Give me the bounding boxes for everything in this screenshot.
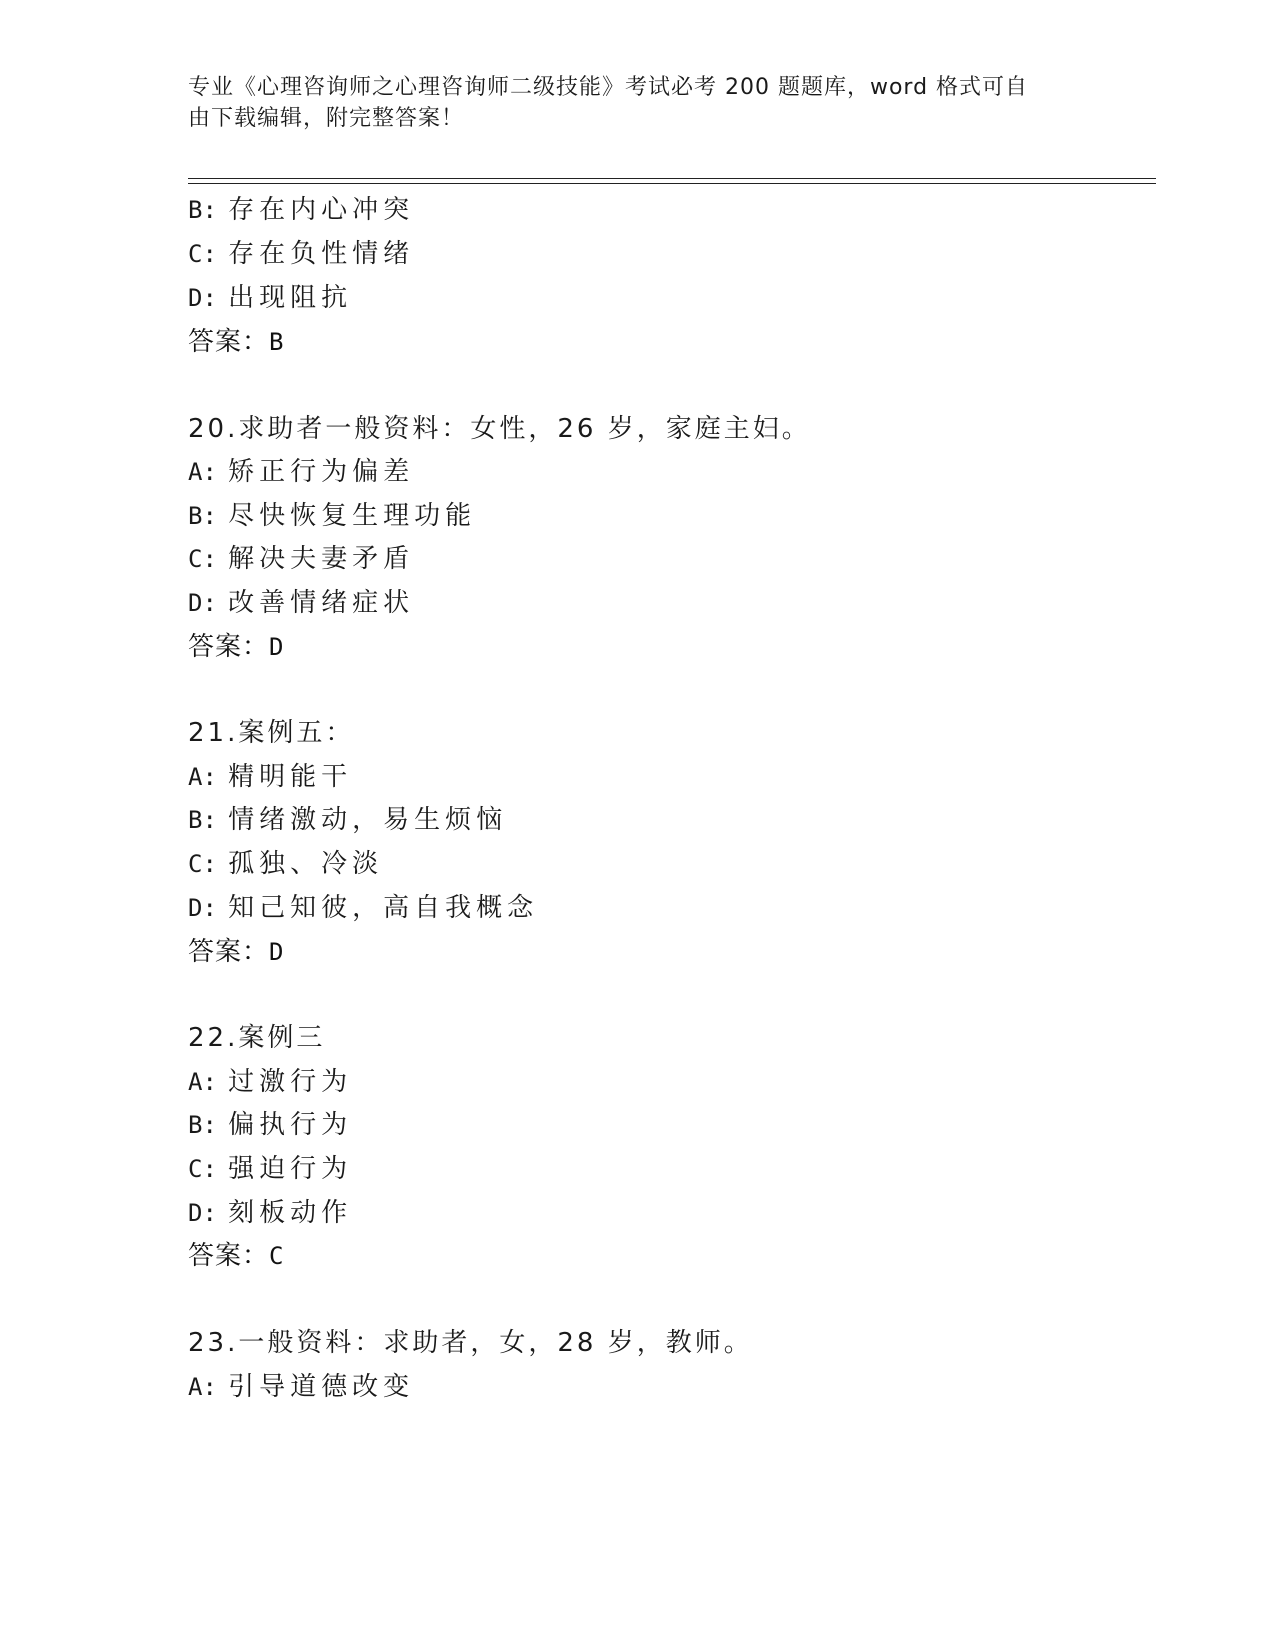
answer-key: D	[269, 938, 285, 966]
option-label: A:	[188, 1373, 217, 1401]
option-label: D:	[188, 284, 217, 312]
option-text: 情绪激动，易生烦恼	[228, 805, 508, 835]
option-b	[188, 193, 414, 227]
answer-prefix: 答案：	[188, 937, 270, 967]
option-text: 矫正行为偏差	[228, 457, 415, 487]
option-d	[188, 891, 538, 925]
option-b	[188, 803, 507, 837]
option-text: 强迫行为	[228, 1154, 353, 1184]
option-text: 存在负性情绪	[228, 239, 415, 269]
option-c	[188, 237, 414, 271]
answer-key: C	[269, 1242, 285, 1270]
answer-line	[188, 630, 284, 664]
option-label: B:	[188, 806, 217, 834]
option-label: D:	[188, 894, 217, 922]
option-text: 过激行为	[228, 1067, 353, 1097]
answer-key: D	[269, 633, 285, 661]
option-text: 改善情绪症状	[228, 588, 415, 618]
header-line-1: 专业《心理咨询师之心理咨询师二级技能》考试必考 200 题题库，word 格式可自	[188, 75, 1029, 100]
answer-line	[188, 1239, 284, 1273]
option-c	[188, 1152, 352, 1186]
document-header	[188, 72, 1088, 134]
option-label: D:	[188, 1199, 217, 1227]
option-label: A:	[188, 763, 217, 791]
header-line-2: 由下载编辑，附完整答案！	[188, 106, 465, 131]
option-label: C:	[188, 545, 217, 573]
option-text: 刻板动作	[228, 1198, 353, 1228]
option-label: C:	[188, 850, 217, 878]
answer-line	[188, 935, 284, 969]
option-c	[188, 847, 383, 881]
option-d	[188, 1196, 352, 1230]
answer-prefix: 答案：	[188, 632, 270, 662]
option-a	[188, 1065, 352, 1099]
option-label: A:	[188, 1068, 217, 1096]
option-d	[188, 586, 414, 620]
option-text: 解决夫妻矛盾	[228, 544, 415, 574]
option-c	[188, 542, 414, 576]
option-label: B:	[188, 1111, 217, 1139]
answer-prefix: 答案：	[188, 1241, 270, 1271]
option-text: 出现阻抗	[228, 283, 353, 313]
option-a	[188, 760, 352, 794]
question-stem: 21.案例五：	[188, 718, 355, 748]
option-b	[188, 499, 476, 533]
question-stem: 22.案例三	[188, 1023, 326, 1053]
answer-key: B	[269, 328, 285, 356]
option-label: B:	[188, 502, 217, 530]
option-text: 知己知彼，高自我概念	[228, 893, 539, 923]
option-text: 存在内心冲突	[228, 195, 415, 225]
option-text: 精明能干	[228, 762, 353, 792]
option-b	[188, 1108, 352, 1142]
option-label: C:	[188, 1155, 217, 1183]
header-divider-top	[188, 178, 1156, 179]
option-label: A:	[188, 458, 217, 486]
option-d	[188, 281, 352, 315]
answer-line	[188, 325, 284, 359]
option-text: 偏执行为	[228, 1110, 353, 1140]
option-label: B:	[188, 196, 217, 224]
option-text: 引导道德改变	[228, 1372, 415, 1402]
question-stem: 23.一般资料：求助者，女，28 岁，教师。	[188, 1328, 753, 1358]
header-divider-bottom	[188, 183, 1156, 184]
answer-prefix: 答案：	[188, 327, 270, 357]
option-label: C:	[188, 240, 217, 268]
option-text: 孤独、冷淡	[228, 849, 384, 879]
question-stem: 20.求助者一般资料：女性，26 岁，家庭主妇。	[188, 414, 811, 444]
option-text: 尽快恢复生理功能	[228, 501, 477, 531]
option-a	[188, 1370, 414, 1404]
option-label: D:	[188, 589, 217, 617]
option-a	[188, 455, 414, 489]
